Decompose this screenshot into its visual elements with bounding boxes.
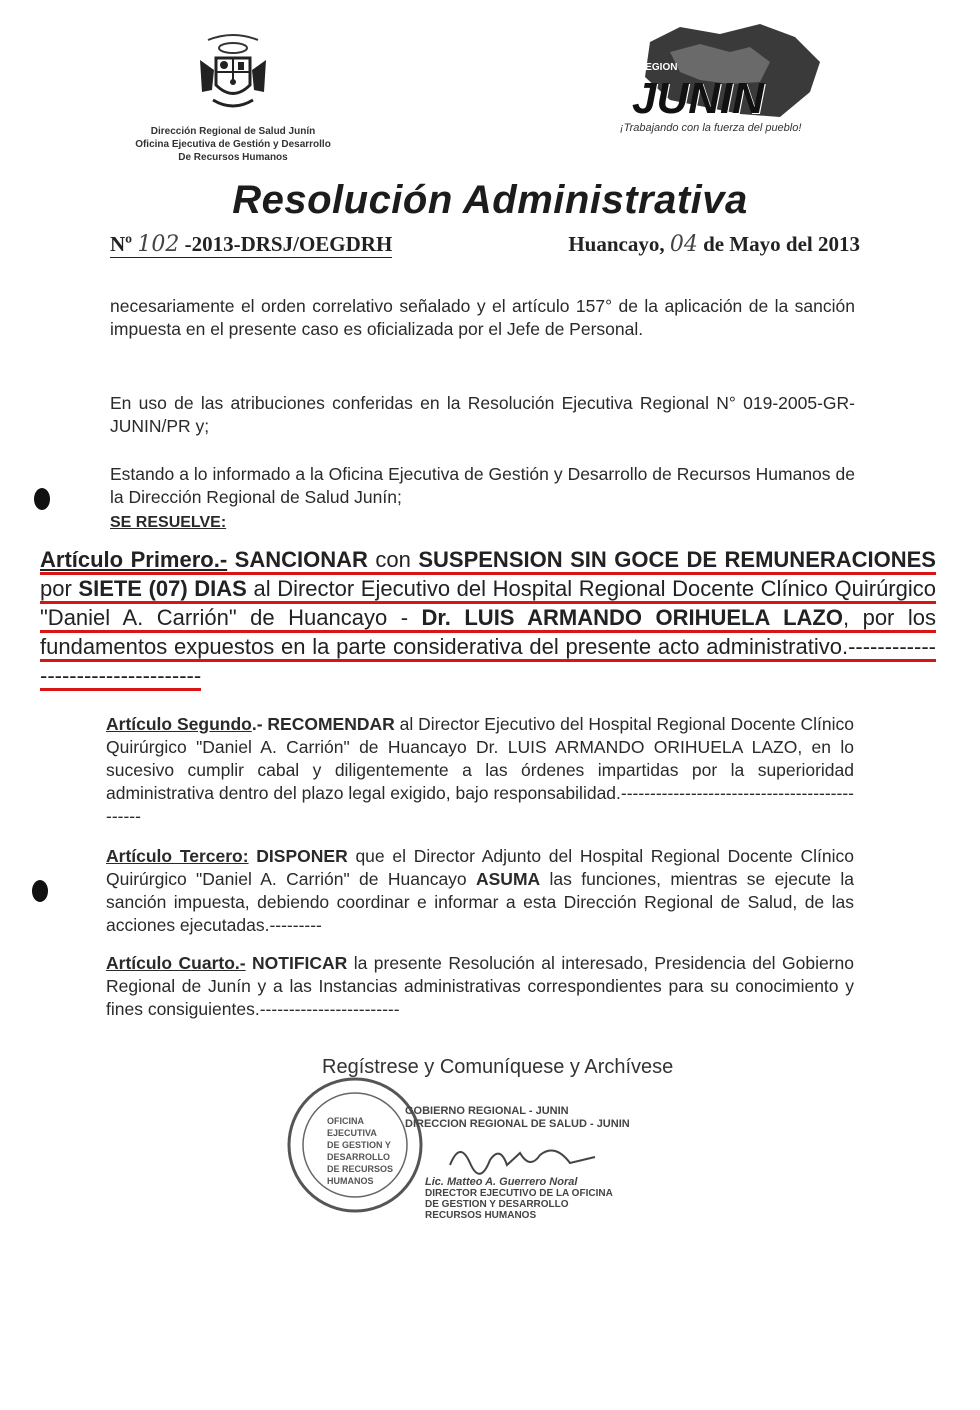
art2-text: al Director Ejecutivo del Hospital Regional Docente Clínico Quirúrgico "Daniel A. Carrión" de Huancayo Dr. LUIS ARMANDO ORIHUELA LAZO, en lo sucesivo cumplir cabal y diligentemente a las órdenes impartidas por la superioridad administrativa dentro del plazo legal exigido, bajo responsabilidad.---------------------------------------------- bbox=[106, 714, 854, 826]
coat-of-arms-icon bbox=[188, 30, 278, 120]
se-resuelve-heading: SE RESUELVE: bbox=[110, 514, 227, 531]
stamp-gov: GOBIERNO REGIONAL - JUNIN bbox=[405, 1105, 569, 1117]
art1-verb: SANCIONAR bbox=[234, 547, 368, 572]
stamp-role-2: DE GESTION Y DESARROLLO bbox=[425, 1199, 569, 1210]
art1-t2: por bbox=[40, 576, 72, 601]
handwritten-number: 102 bbox=[137, 232, 180, 257]
signature-stamp bbox=[285, 1065, 645, 1225]
article-first bbox=[40, 545, 936, 690]
logo-slogan: ¡Trabajando con la fuerza del pueblo! bbox=[620, 122, 802, 134]
art1-t1: con bbox=[375, 547, 411, 572]
art3-bold: ASUMA bbox=[476, 869, 541, 889]
stamp-signer-block bbox=[425, 1177, 613, 1221]
punch-hole-2 bbox=[32, 880, 48, 902]
stamp-signer: Lic. Matteo A. Guerrero Noral bbox=[425, 1176, 578, 1188]
header-left bbox=[108, 30, 358, 164]
art4-heading: Artículo Cuarto.- bbox=[106, 953, 246, 973]
org-line-1: Dirección Regional de Salud Junín bbox=[150, 126, 316, 137]
article-third bbox=[106, 845, 854, 937]
date-city: Huancayo, bbox=[568, 232, 665, 256]
handwritten-day: 04 bbox=[669, 232, 698, 257]
seal-line-3: DE RECURSOS HUMANOS bbox=[327, 1164, 394, 1186]
stamp-role-1: DIRECTOR EJECUTIVO DE LA OFICINA bbox=[425, 1188, 613, 1199]
art3-heading: Artículo Tercero: bbox=[106, 846, 249, 866]
art1-t3: al Director Ejecutivo del Hospital Regional Docente Clínico Quirúrgico "Daniel A. Carrión" de Huancayo - bbox=[40, 576, 936, 630]
art1-sanction: SUSPENSION SIN GOCE DE REMUNERACIONES bbox=[418, 547, 936, 572]
org-line-3: De Recursos Humanos bbox=[178, 152, 288, 163]
logo-text: JUNIN bbox=[632, 74, 765, 123]
art1-days: SIETE (07) DIAS bbox=[78, 576, 247, 601]
seal-line-1: OFICINA EJECUTIVA bbox=[327, 1116, 377, 1138]
resolution-number-line bbox=[110, 232, 860, 262]
seal-text bbox=[327, 1115, 402, 1187]
art3-verb: DISPONER bbox=[256, 846, 348, 866]
art1-heading: Artículo Primero.- bbox=[40, 547, 228, 572]
paragraph-3: Estando a lo informado a la Oficina Ejecutiva de Gestión y Desarrollo de Recursos Humanos de la Dirección Regional de Salud Junín; bbox=[110, 464, 855, 507]
art4-verb: NOTIFICAR bbox=[252, 953, 348, 973]
resolution-date bbox=[568, 232, 860, 257]
art1-t4: , por los fundamentos expuestos en la parte considerativa del presente acto administrativo.---------------------------------- bbox=[40, 605, 937, 688]
date-rest: de Mayo del 2013 bbox=[703, 232, 860, 256]
stamp-role-3: RECURSOS HUMANOS bbox=[425, 1210, 537, 1221]
stamp-header bbox=[405, 1105, 630, 1131]
art4-text: la presente Resolución al interesado, Presidencia del Gobierno Regional de Junín y a las Instancias administrativas correspondientes para su conocimiento y fines consiguientes.------------------------ bbox=[106, 953, 854, 1019]
stamp-dir: DIRECCION REGIONAL DE SALUD - JUNIN bbox=[405, 1118, 630, 1130]
punch-hole bbox=[34, 488, 50, 510]
paragraph-2: En uso de las atribuciones conferidas en la Resolución Ejecutiva Regional N° 019-2005-GR-JUNIN/PR y; bbox=[110, 393, 855, 436]
number-suffix: -2013-DRSJ/OEGDRH bbox=[184, 232, 393, 256]
paragraph-1: necesariamente el orden correlativo señalado y el artículo 157° de la aplicación de la sanción impuesta en el presente caso es oficializada por el Jefe de Personal. bbox=[110, 296, 855, 339]
seal-line-2: DE GESTION Y DESARROLLO bbox=[327, 1140, 391, 1162]
article-second bbox=[106, 713, 854, 828]
art1-name: Dr. LUIS ARMANDO ORIHUELA LAZO bbox=[421, 605, 843, 630]
art3-t2: las funciones, mientras se ejecute la sanción impuesta, debiendo coordinar e informar a esta Dirección Regional de Salud, de las acciones ejecutadas.--------- bbox=[106, 869, 854, 935]
art2-verb: .- RECOMENDAR bbox=[251, 714, 395, 734]
closing-formula: Regístrese y Comuníquese y Archívese bbox=[322, 1056, 674, 1078]
org-line-2: Oficina Ejecutiva de Gestión y Desarrollo bbox=[135, 139, 331, 150]
article-fourth bbox=[106, 952, 854, 1021]
number-prefix: Nº bbox=[110, 232, 133, 256]
art2-heading: Artículo Segundo bbox=[106, 714, 252, 734]
region-junin-logo bbox=[610, 22, 840, 142]
logo-region: REGION bbox=[638, 62, 678, 73]
document-title: Resolución Administrativa bbox=[232, 178, 748, 222]
art3-t1: que el Director Adjunto del Hospital Regional Docente Clínico Quirúrgico "Daniel A. Carrión" de Huancayo bbox=[106, 846, 854, 889]
resolution-number bbox=[110, 232, 392, 258]
